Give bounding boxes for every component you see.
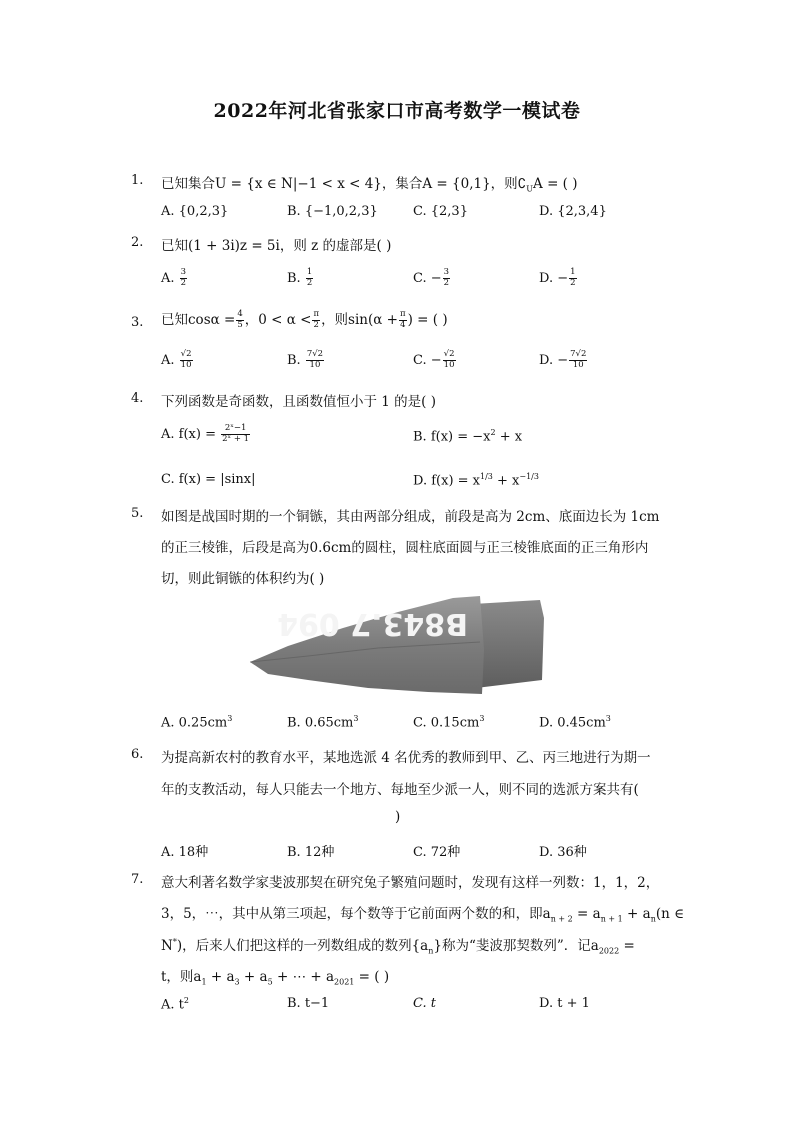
option-a: A. $t^2$ <box>161 996 189 1013</box>
option-b: B. t−1 <box>287 996 330 1011</box>
question-number: 5. <box>131 506 144 521</box>
option-c: C. f(x) = |sinx| <box>161 472 256 487</box>
option-d: D. 36种 <box>539 845 587 860</box>
question-text-line: 的正三棱锥，后段是高为0.6cm的圆柱，圆柱底面圆与正三棱锥底面的正三角形内 <box>161 540 649 556</box>
option-d: D. $0.45cm^3$ <box>539 714 611 731</box>
option-a: A. f(x) = $\frac{\text{2ˣ−1}}{\text{2ˣ + 1}}$ <box>161 423 250 444</box>
option-b: B. $\frac{1}{2}$ <box>287 267 313 288</box>
question-number: 2. <box>131 235 144 250</box>
question-text-line: t，则$a_1 + a_3 + a_5$ + ⋯ + $a_{2021}$ = ( ) <box>161 969 390 987</box>
option-d: D. $f(x) = x^{1/3} + x^{-1/3}$ <box>413 472 539 489</box>
option-c: C. − $\frac{3}{2}$ <box>413 267 450 288</box>
option-c: C. $0.15cm^3$ <box>413 714 485 731</box>
option-d: D. − $\frac{7√2}{10}$ <box>539 349 587 370</box>
question-number: 4. <box>131 391 144 406</box>
option-b: B. {−1,0,2,3} <box>287 204 378 219</box>
option-b: B. $f(x) = -x^2 + x$ <box>413 428 523 445</box>
option-c: C. 72种 <box>413 845 461 860</box>
question-text-line: 年的支教活动，每人只能去一个地方、每地至少派一人，则不同的选派方案共有( <box>161 782 639 798</box>
option-a: A. 18种 <box>161 845 209 860</box>
question-text-line: 切，则此铜镞的体积约为( ) <box>161 571 325 587</box>
bronze-arrowhead-image <box>248 590 548 702</box>
option-a: A. {0,2,3} <box>161 204 229 219</box>
question-text-line: ) <box>395 809 401 825</box>
option-b: B. $\frac{7√2}{10}$ <box>287 349 324 370</box>
option-a: A. $\frac{√2}{10}$ <box>161 349 192 370</box>
question-number: 6. <box>131 747 144 762</box>
option-b: B. 12种 <box>287 845 335 860</box>
question-text: 下列函数是奇函数，且函数值恒小于 1 的是( ) <box>161 394 436 410</box>
question-text-line: N*)，后来人们把这样的一列数组成的数列$\{a_n\}$称为“斐波那契数列”．记$a_{2022}$ = <box>161 937 635 956</box>
page-title: 2022年河北省张家口市高考数学一模试卷 <box>213 100 581 122</box>
question-text-line: 如图是战国时期的一个铜镞，其由两部分组成，前段是高为 2cm、底面边长为 1cm <box>161 509 660 525</box>
option-a: A. $0.25cm^3$ <box>161 714 233 731</box>
option-a: A. $\frac{3}{2}$ <box>161 267 187 288</box>
image-inscription: B843.7 094 <box>277 606 468 641</box>
question-number: 7. <box>131 872 144 887</box>
option-c: C. {2,3} <box>413 204 468 219</box>
option-c: C. t <box>413 996 436 1011</box>
question-text-line: 意大利著名数学家斐波那契在研究兔子繁殖问题时，发现有这样一列数：1，1，2， <box>161 875 660 891</box>
option-d: D. − $\frac{1}{2}$ <box>539 267 576 288</box>
option-d: D. {2,3,4} <box>539 204 607 219</box>
question-number: 1. <box>131 173 144 188</box>
option-c: C. − $\frac{√2}{10}$ <box>413 349 455 370</box>
question-number: 3. <box>131 315 144 330</box>
question-text-line: 为提高新农村的教育水平，某地选派 4 名优秀的教师到甲、乙、丙三地进行为期一 <box>161 750 651 766</box>
question-text-line: 3，5，⋯，其中从第三项起，每个数等于它前面两个数的和，即$a_{n + 2} = a_{n + 1} + a_n(n$ ∈ <box>161 906 685 924</box>
question-text: 已知(1 + 3i)z = 5i，则 z 的虚部是( ) <box>161 238 392 254</box>
option-b: B. $0.65cm^3$ <box>287 714 359 731</box>
question-text: 已知集合U = {x ∈ N|−1 < x < 4}，集合A = {0,1}，则$∁_UA$ = ( ) <box>161 176 578 194</box>
option-d: D. t + 1 <box>539 996 590 1011</box>
question-text: 已知cosα = $\frac{4}{5}$ ，0 < α < $\frac{\pi}{2}$ ，则sin(α + $\frac{\pi}{4}$ ) = ( ) <box>161 309 448 330</box>
